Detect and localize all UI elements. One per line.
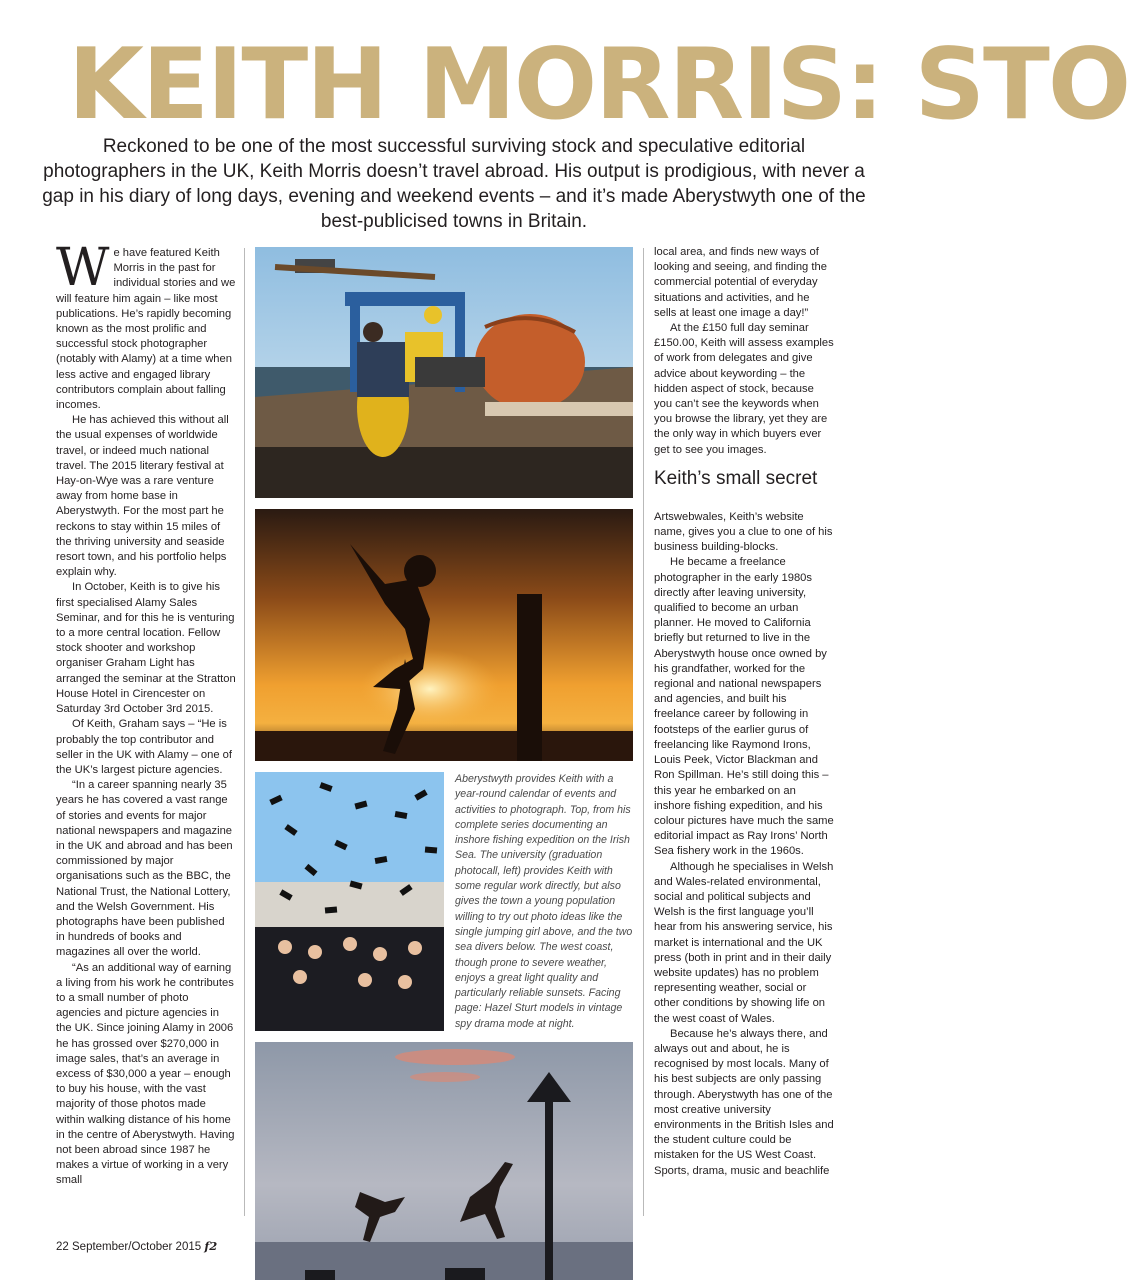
- sea-divers-photo: [255, 1042, 633, 1280]
- column-divider-left: [244, 248, 245, 1216]
- body-paragraph: Because he’s always there, and always out and about, he is recognised by most locals. Many of his best subjects are only passing through. Aberystwyth has one of the most creative university environments in the British Isles and the student culture could be mistaken for the US West Coast. Sports, drama, music and beachlife: [654, 1027, 834, 1177]
- body-paragraph: e have featured Keith Morris in the past for individual stories and we will feature him again – like most publications. He’s rapidly becoming known as the most prolific and successful stock photographer (notably with Alamy) at a time when less active and engaged library contributors complain about falling incomes.: [56, 247, 236, 412]
- photo-caption: Aberystwyth provides Keith with a year-round calendar of events and activities to photograph. Top, from his complete series documenting an inshore fishing expedition on the Irish Sea. The university (graduation photocall, left) provides Keith with some regular work directly, but also gives the town a young population willing to try out photo ideas like the single jumping girl above, and the two sea divers below. The west coast, though prone to severe weather, enjoys a great light quality and particularly reliable sunsets. Facing page: Hazel Sturt models in vintage spy drama mode at night.: [455, 773, 633, 1030]
- page-footer: [56, 1239, 217, 1253]
- column-divider-right: [643, 248, 644, 1216]
- page-number: 22: [56, 1241, 69, 1253]
- body-paragraph: Although he specialises in Welsh and Wales-related environmental, social and political subjects and Welsh is the first language you’ll hear from his answering service, his market is international and the UK press (both in print and in their daily website updates) has no problem representing weather, social or other conditions by showing life on the west coast of Wales.: [654, 860, 834, 1025]
- fishing-boat-photo: [255, 247, 633, 498]
- headline: KEITH MORRIS: STO: [68, 28, 1129, 142]
- body-paragraph: Of Keith, Graham says – “He is probably the top contributor and seller in the UK with Alamy – one of the UK’s largest picture agencies.: [56, 718, 232, 776]
- sunset-jump-photo: [255, 509, 633, 761]
- body-paragraph: In October, Keith is to give his first specialised Alamy Sales Seminar, and for this he is venturing to a more central location. Fellow stock shooter and workshop organiser Graham Light has arranged the seminar at the Stratton House Hotel in Cirencester on Saturday 3rd October 3rd 2015.: [56, 581, 236, 716]
- drop-cap: W: [56, 238, 110, 298]
- standfirst: Reckoned to be one of the most successful surviving stock and speculative editorial photographers in the UK, Keith Morris doesn’t travel abroad. His output is prodigious, with never a gap in his diary of long days, evening and weekend events – and it’s made Aberystwyth one of the best-publicised towns in Britain.: [42, 136, 866, 232]
- body-paragraph: “In a career spanning nearly 35 years he has covered a vast range of stories and events for major national newspapers and magazine in the UK and abroad and has been commissioned by major organisations such as the BBC, the National Trust, the National Lottery, and the Welsh Government. His photographs have been published in hundreds of books and magazines all over the world.: [56, 779, 233, 959]
- body-paragraph: “As an additional way of earning a living from his work he contributes to a small number of photo agencies and picture agencies in the UK. Since joining Alamy in 2006 he has grossed over $270,000 in image sales, that’s an average in excess of $30,000 a year – enough to buy his house, with the vast majority of those photos made within walking distance of his home in the centre of Aberystwyth. Having not been abroad since 1987 he makes a virtue of working in a very small: [56, 961, 235, 1187]
- body-paragraph: local area, and finds new ways of looking and seeing, and finding the commercial potential of everyday situations and activities, and he sells at least one image a day!”: [654, 246, 827, 319]
- magazine-logo: f2: [204, 1239, 218, 1253]
- issue-date: September/October 2015: [72, 1241, 202, 1253]
- right-text-column: [654, 245, 834, 1179]
- body-paragraph: He became a freelance photographer in the early 1980s directly after leaving university, qualified to become an urban planner. He moved to California briefly but returned to live in the Aberystwyth house once owned by his grandfather, worked for the regional and national newspapers and agencies, and built his freelance career by following in footsteps of the earlier gurus of freelancing like Raymond Irons, Louis Peek, Victor Blackman and Ron Spillman. He’s still doing this – this year he embarked on an inshore fishing expedition, and his colour pictures have much the same editorial impact as Ray Irons’ North Sea fishery work in the 1960s.: [654, 556, 834, 858]
- body-paragraph: He has achieved this without all the usual expenses of worldwide travel, or indeed much national travel. The 2015 literary festival at Hay-on-Wye was a rare venture away from home base in Aberystwyth. For the most part he reckons to stay within 15 miles of the thriving university and seaside resort town, and his portfolio helps explain why.: [56, 414, 229, 579]
- body-paragraph: Artswebwales, Keith’s website name, gives you a clue to one of his business building-blocks.: [654, 510, 833, 554]
- body-paragraph: At the £150 full day seminar £150.00, Keith will assess examples of work from delegates and give advice about keywording – the hidden aspect of stock, because you can’t see the keywords when you browse the library, yet they are the only way in which buyers ever get to see you images.: [654, 322, 834, 456]
- graduation-photo: [255, 772, 444, 1031]
- subheading: Keith’s small secret: [654, 467, 818, 489]
- left-text-column: [56, 238, 236, 1189]
